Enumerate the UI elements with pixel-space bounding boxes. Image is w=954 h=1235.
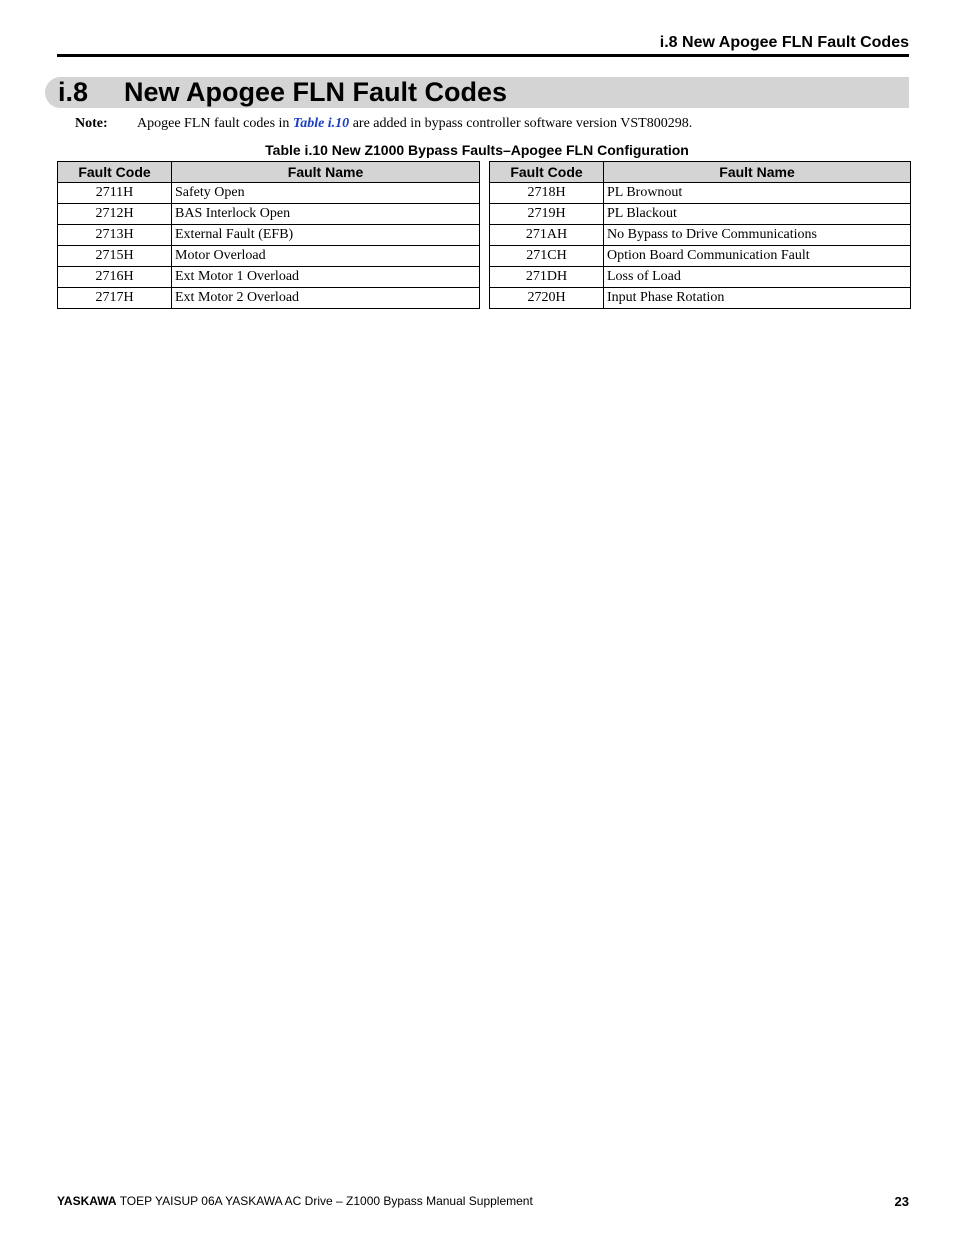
table-header-row — [490, 162, 911, 183]
fault-name-cell: Input Phase Rotation — [604, 288, 911, 309]
note-label: Note: — [75, 116, 108, 131]
fault-name-cell: Option Board Communication Fault — [604, 246, 911, 267]
header-rule — [57, 54, 909, 57]
table-row — [490, 267, 911, 288]
fault-name-cell: PL Brownout — [604, 183, 911, 204]
footer-brand: YASKAWA — [57, 1194, 117, 1208]
fault-name-cell: Loss of Load — [604, 267, 911, 288]
fault-code-cell: 2716H — [58, 267, 172, 288]
fault-code-cell: 2719H — [490, 204, 604, 225]
section-title: New Apogee FLN Fault Codes — [124, 77, 508, 107]
fault-code-cell: 2712H — [58, 204, 172, 225]
note-text — [137, 116, 692, 132]
table-row — [490, 288, 911, 309]
fault-code-cell: 2717H — [58, 288, 172, 309]
header-fault-name: Fault Name — [172, 162, 480, 183]
note-text-before: Apogee FLN fault codes in — [137, 116, 293, 131]
fault-code-cell: 271AH — [490, 225, 604, 246]
table-row — [490, 204, 911, 225]
fault-code-cell: 271DH — [490, 267, 604, 288]
table-row — [58, 267, 480, 288]
note-text-after: are added in bypass controller software version VST800298. — [349, 116, 693, 131]
fault-code-cell: 2713H — [58, 225, 172, 246]
table-caption: Table i.10 New Z1000 Bypass Faults–Apogee FLN Configuration — [265, 142, 689, 158]
table-row — [490, 225, 911, 246]
fault-name-cell: External Fault (EFB) — [172, 225, 480, 246]
footer-title: TOEP YAISUP 06A YASKAWA AC Drive – Z1000 Bypass Manual Supplement — [116, 1194, 533, 1208]
fault-code-cell: 2720H — [490, 288, 604, 309]
fault-name-cell: Ext Motor 2 Overload — [172, 288, 480, 309]
fault-name-cell: No Bypass to Drive Communications — [604, 225, 911, 246]
fault-name-cell: Motor Overload — [172, 246, 480, 267]
fault-name-cell: PL Blackout — [604, 204, 911, 225]
table-reference-link[interactable]: Table i.10 — [292, 116, 350, 131]
table-row — [490, 246, 911, 267]
fault-table-left — [57, 161, 480, 309]
section-number: i.8 — [58, 77, 89, 107]
fault-table-right — [489, 161, 911, 309]
table-row — [490, 183, 911, 204]
table-row — [58, 204, 480, 225]
fault-name-cell: BAS Interlock Open — [172, 204, 480, 225]
table-row — [58, 183, 480, 204]
fault-name-cell: Ext Motor 1 Overload — [172, 267, 480, 288]
footer-text — [57, 1194, 533, 1208]
table-row — [58, 225, 480, 246]
table-row — [58, 288, 480, 309]
header-fault-code: Fault Code — [58, 162, 172, 183]
fault-code-cell: 2715H — [58, 246, 172, 267]
header-fault-name: Fault Name — [604, 162, 911, 183]
fault-code-cell: 2718H — [490, 183, 604, 204]
fault-name-cell: Safety Open — [172, 183, 480, 204]
header-fault-code: Fault Code — [490, 162, 604, 183]
fault-code-cell: 2711H — [58, 183, 172, 204]
fault-code-cell: 271CH — [490, 246, 604, 267]
table-header-row — [58, 162, 480, 183]
table-row — [58, 246, 480, 267]
running-header: i.8 New Apogee FLN Fault Codes — [659, 34, 909, 51]
page-number: 23 — [894, 1194, 909, 1209]
